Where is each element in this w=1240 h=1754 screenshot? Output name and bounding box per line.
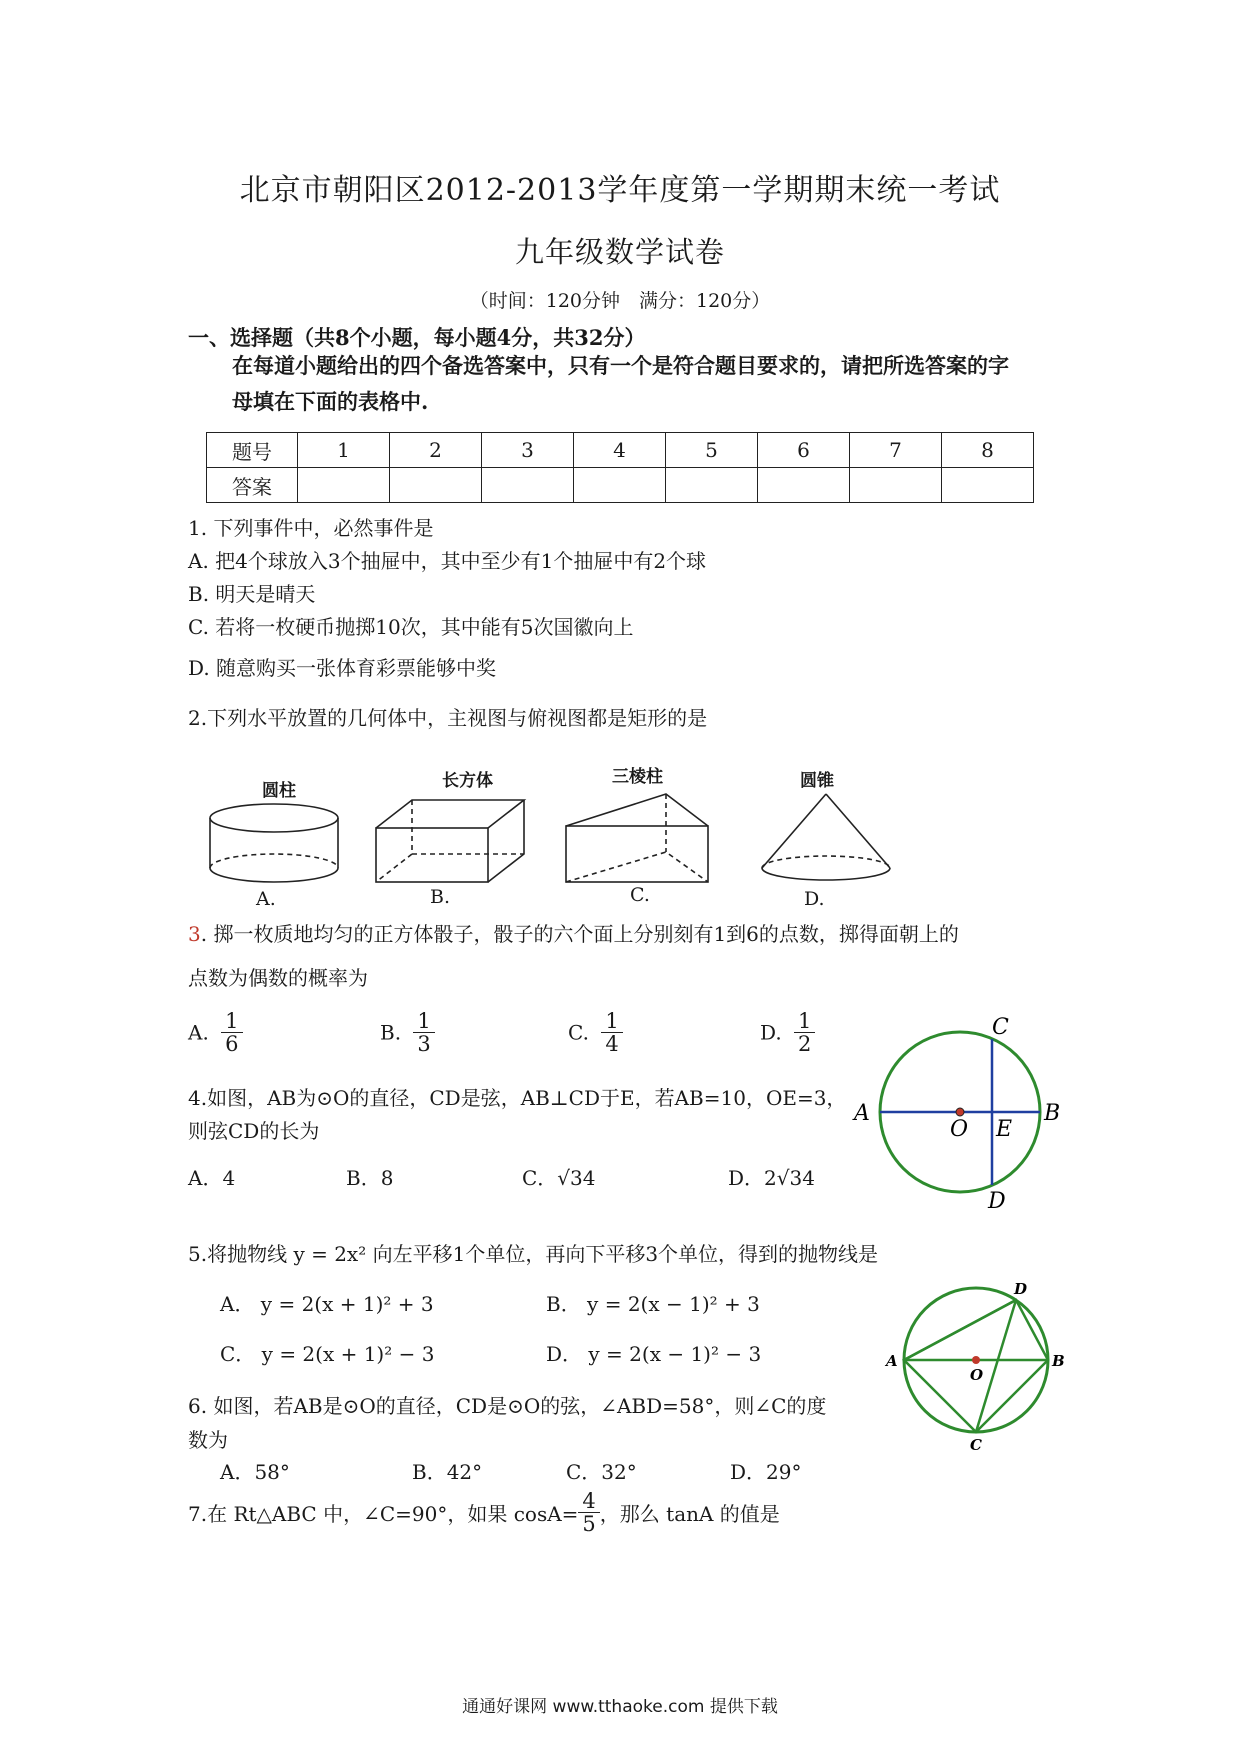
q4-option-d: D．2√34 xyxy=(728,1166,815,1190)
q2-letter-a: A. xyxy=(256,888,276,910)
q4-label-a: A xyxy=(854,1101,870,1126)
q1-option-a: A. 把4个球放入3个抽屉中，其中至少有1个抽屉中有2个球 xyxy=(188,549,707,573)
table-cell-number: 4 xyxy=(574,433,666,468)
q3-stem-line1: 3. 掷一枚质地均匀的正方体骰子，骰子的六个面上分别刻有1到6的点数，掷得面朝上的 xyxy=(188,922,959,946)
answer-cell[interactable] xyxy=(298,468,390,503)
q4-option-b: B．8 xyxy=(346,1166,394,1190)
q2-letter-d: D. xyxy=(804,888,825,910)
q4-stem-line1: 4.如图，AB为⊙O的直径，CD是弦，AB⊥CD于E，若AB=10，OE=3， xyxy=(188,1086,847,1110)
q3-option-a: A. $\frac{1}{6}$ xyxy=(188,1010,243,1055)
q6-option-c: C．32° xyxy=(566,1460,637,1484)
table-cell-number: 6 xyxy=(758,433,850,468)
prism-shape xyxy=(566,794,708,882)
q4-option-c: C．√34 xyxy=(522,1166,596,1190)
answer-table-answer-row xyxy=(207,468,1034,503)
q3-option-b: B. $\frac{1}{3}$ xyxy=(380,1010,435,1055)
q4-option-a: A．4 xyxy=(188,1166,236,1190)
exam-subtitle: 九年级数学试卷 xyxy=(514,235,725,269)
q3-option-d: D. $\frac{1}{2}$ xyxy=(760,1010,815,1055)
exam-title: 北京市朝阳区2012-2013学年度第一学期期末统一考试 xyxy=(239,173,1001,208)
q2-shape-label-prism: 三棱柱 xyxy=(612,767,663,787)
table-header-answer: 答案 xyxy=(207,468,298,503)
q2-shape-label-cone: 圆锥 xyxy=(800,771,834,791)
q3-stem-line2: 点数为偶数的概率为 xyxy=(188,966,368,990)
q6-stem-line2: 数为 xyxy=(188,1428,228,1452)
q5-option-c: C． y = 2(x + 1)² − 3 xyxy=(220,1342,435,1366)
q2-shape-label-cylinder: 圆柱 xyxy=(262,781,296,801)
q6-label-o: O xyxy=(970,1366,984,1384)
q5-option-d: D． y = 2(x − 1)² − 3 xyxy=(546,1342,762,1366)
q4-label-e: E xyxy=(996,1117,1013,1142)
q3-option-c: C. $\frac{1}{4}$ xyxy=(568,1010,623,1055)
q2-letter-c: C. xyxy=(630,884,650,906)
table-cell-number: 3 xyxy=(482,433,574,468)
q1-stem: 1. 下列事件中，必然事件是 xyxy=(188,516,434,540)
exam-info: （时间：120分钟 满分：120分） xyxy=(469,290,771,312)
q4-circle-figure xyxy=(850,1010,1070,1210)
q4-stem-line2: 则弦CD的长为 xyxy=(188,1119,320,1143)
q1-option-d: D. 随意购买一张体育彩票能够中奖 xyxy=(188,656,497,680)
q6-stem-line1: 6. 如图，若AB是⊙O的直径，CD是⊙O的弦，∠ABD=58°，则∠C的度 xyxy=(188,1394,827,1418)
cone-shape xyxy=(762,794,890,880)
answer-cell[interactable] xyxy=(482,468,574,503)
q6-label-a: A xyxy=(886,1352,898,1370)
q1-option-c: C. 若将一枚硬币抛掷10次，其中能有5次国徽向上 xyxy=(188,615,634,639)
answer-cell[interactable] xyxy=(758,468,850,503)
section-instruction-2: 母填在下面的表格中. xyxy=(232,389,429,414)
answer-cell[interactable] xyxy=(942,468,1034,503)
table-cell-number: 1 xyxy=(298,433,390,468)
answer-table-number-row xyxy=(207,433,1034,468)
cuboid-shape xyxy=(376,800,524,882)
answer-cell[interactable] xyxy=(390,468,482,503)
q5-stem: 5.将抛物线 y = 2x² 向左平移1个单位，再向下平移3个单位，得到的抛物线是 xyxy=(188,1242,879,1266)
answer-table xyxy=(206,432,1034,503)
page-footer: 通通好课网 www.tthaoke.com 提供下载 xyxy=(462,1697,778,1717)
q2-letter-b: B. xyxy=(430,886,451,908)
section-instruction-1: 在每道小题给出的四个备选答案中，只有一个是符合题目要求的，请把所选答案的字 xyxy=(232,353,1009,378)
q4-label-b: B xyxy=(1044,1101,1061,1126)
q6-label-c: C xyxy=(970,1436,982,1454)
table-cell-number: 5 xyxy=(666,433,758,468)
table-cell-number: 8 xyxy=(942,433,1034,468)
cylinder-shape xyxy=(210,804,338,882)
q6-option-d: D．29° xyxy=(730,1460,802,1484)
table-cell-number: 7 xyxy=(850,433,942,468)
answer-cell[interactable] xyxy=(574,468,666,503)
q6-label-d: D xyxy=(1014,1280,1028,1298)
q2-shape-label-cuboid: 长方体 xyxy=(442,771,493,791)
q6-circle-figure xyxy=(880,1270,1080,1460)
q2-stem: 2.下列水平放置的几何体中，主视图与俯视图都是矩形的是 xyxy=(188,706,708,730)
q7-stem: 7.在 Rt△ABC 中，∠C=90°，如果 cosA= $\frac{4}{5}$ ，那么 tanA 的值是 xyxy=(188,1489,780,1537)
table-header-number: 题号 xyxy=(207,433,298,468)
q1-option-b: B. 明天是晴天 xyxy=(188,582,316,606)
q6-option-a: A．58° xyxy=(220,1460,290,1484)
q6-option-b: B．42° xyxy=(412,1460,483,1484)
q5-option-a: A． y = 2(x + 1)² + 3 xyxy=(220,1292,434,1316)
q3-number: 3 xyxy=(188,922,201,946)
q6-label-b: B xyxy=(1052,1352,1065,1370)
q4-label-o: O xyxy=(950,1117,969,1142)
q2-shapes-figure xyxy=(200,790,900,890)
q4-label-c: C xyxy=(992,1015,1009,1040)
answer-cell[interactable] xyxy=(850,468,942,503)
section-heading: 一、选择题（共8个小题，每小题4分，共32分） xyxy=(188,325,646,350)
table-cell-number: 2 xyxy=(390,433,482,468)
q5-option-b: B． y = 2(x − 1)² + 3 xyxy=(546,1292,760,1316)
q4-label-d: D xyxy=(988,1189,1006,1210)
answer-cell[interactable] xyxy=(666,468,758,503)
